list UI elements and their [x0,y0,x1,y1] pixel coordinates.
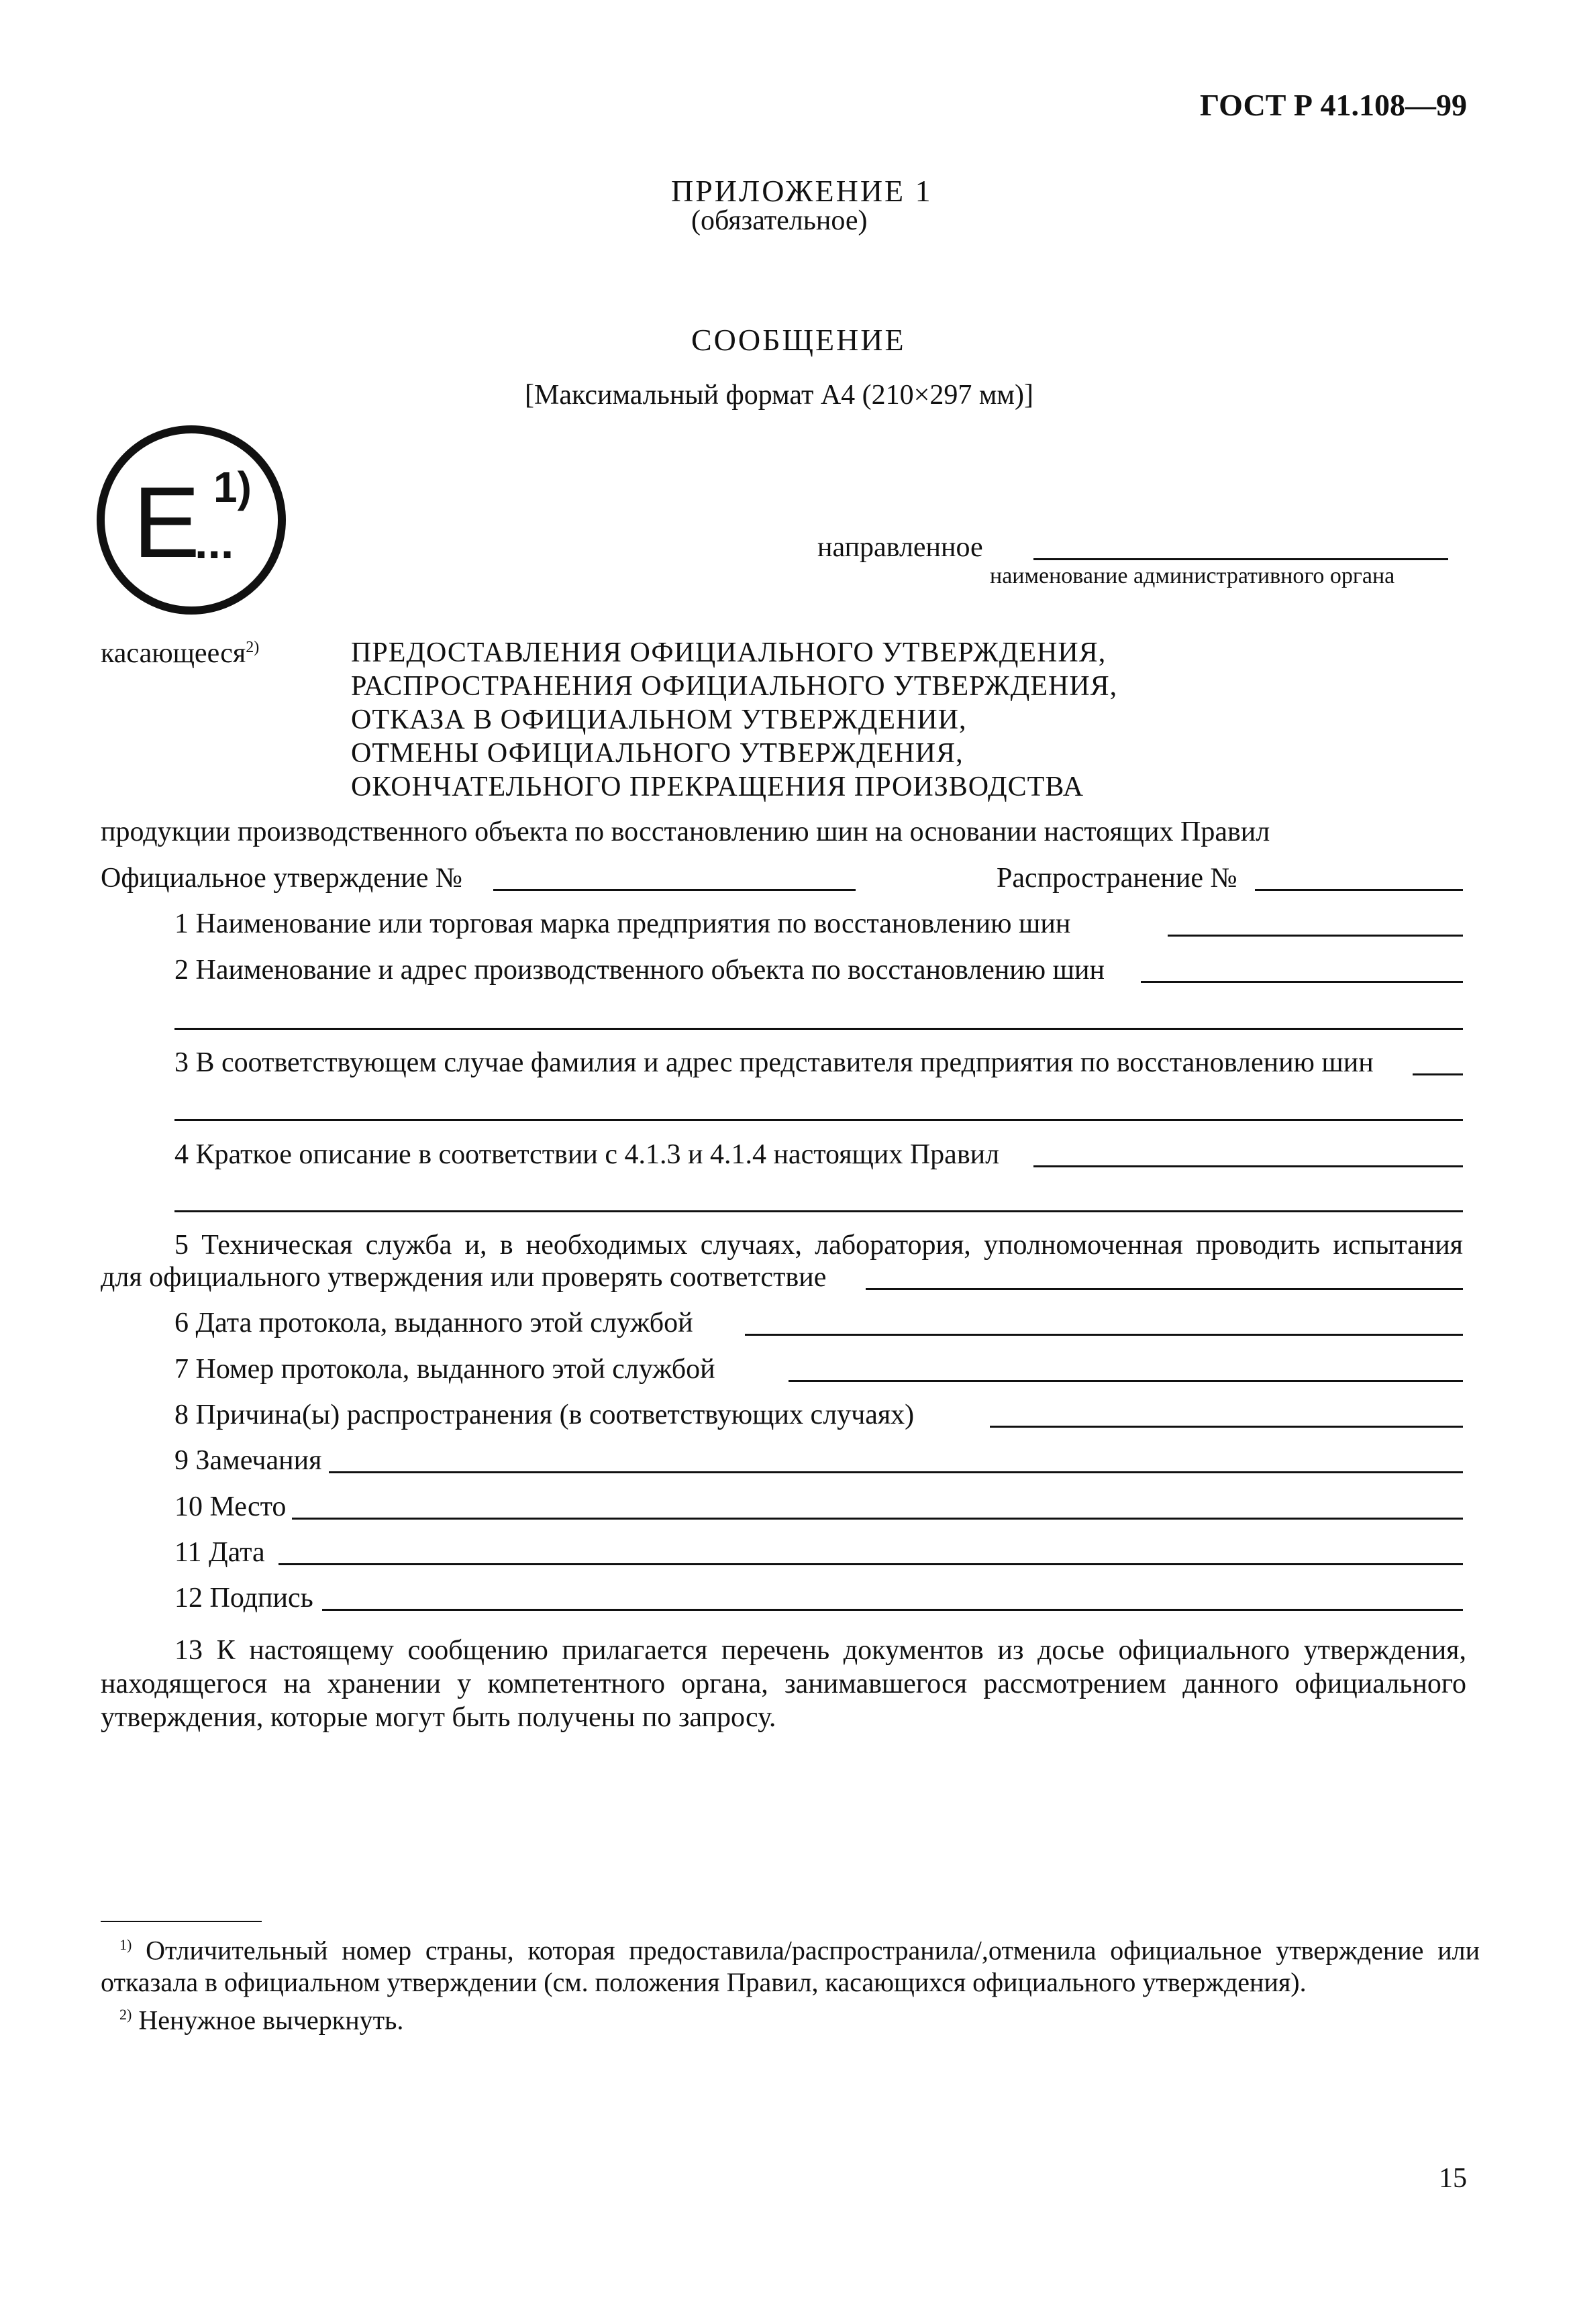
item-8-field[interactable] [990,1426,1463,1428]
concerning-footnote-ref: 2) [246,639,260,656]
item-12-field[interactable] [322,1609,1463,1611]
item-7-field[interactable] [789,1380,1463,1382]
item-13-text: 13 К настоящему сообщению прилагается перечень документов из досье официального утверждения, находящегося на хранении у компетентного органа, занимавшегося рассмотрением данного официального утверждения, которые могут быть получены по запросу. [101,1635,1466,1733]
item-2-label: 2 Наименование и адрес производственного объекта по восстановлению шин [174,955,1105,986]
subject-text: продукции производственного объекта по восстановлению шин на основании настоящих Правил [101,816,1270,847]
item-6-field[interactable] [745,1334,1463,1336]
item-9-label: 9 Замечания [174,1445,322,1476]
e-mark-circle-icon [94,423,289,617]
footnote-2-text: Ненужное вычеркнуть. [138,2005,404,2036]
footnote-1-text: Отличительный номер страны, которая предоставила/распространила/,отменила официальное утверждение или отказала в официальном утверждении (см. положения Правил, касающихся официального утверждения). [101,1935,1480,1998]
message-format: [Максимальный формат А4 (210×297 мм)] [525,380,1033,411]
item-13-paragraph [101,1634,1466,1734]
option-extension: РАСПРОСТРАНЕНИЯ ОФИЦИАЛЬНОГО УТВЕРЖДЕНИЯ, [351,671,1118,702]
item-11-field[interactable] [278,1563,1463,1565]
e-mark-footnote-ref: 1) [213,463,252,511]
sent-by-label: направленное [817,532,983,563]
message-title: СООБЩЕНИЕ [691,323,906,357]
item-2-field-continued[interactable] [174,1028,1463,1030]
item-10-label: 10 Место [174,1491,287,1522]
item-5-label-line2: для официального утверждения или проверять соответствие [101,1262,827,1293]
item-9-field[interactable] [329,1471,1463,1473]
sent-by-caption: наименование административного органа [990,564,1395,588]
concerning-label [101,637,259,670]
item-3-field[interactable] [1413,1073,1463,1075]
option-discontinued: ОКОНЧАТЕЛЬНОГО ПРЕКРАЩЕНИЯ ПРОИЗВОДСТВА [351,772,1084,802]
item-11-label: 11 Дата [174,1537,265,1568]
item-2-field[interactable] [1141,981,1463,983]
item-8-label: 8 Причина(ы) распространения (в соответствующих случаях) [174,1399,915,1430]
extension-number-label: Распространение № [997,863,1237,894]
footnote-1 [101,1929,1480,1999]
option-refusal: ОТКАЗА В ОФИЦИАЛЬНОМ УТВЕРЖДЕНИИ, [351,704,967,735]
footnote-2-ref: 2) [119,2006,132,2023]
item-6-label: 6 Дата протокола, выданного этой службой [174,1308,693,1338]
item-5-field[interactable] [866,1288,1463,1290]
footnote-1-ref: 1) [119,1936,132,1953]
option-withdrawal: ОТМЕНЫ ОФИЦИАЛЬНОГО УТВЕРЖДЕНИЯ, [351,738,964,769]
standard-number: ГОСТ Р 41.108—99 [1200,88,1467,122]
sent-by-field[interactable] [1033,558,1448,560]
extension-number-field[interactable] [1255,889,1463,891]
annex-subtitle: (обязательное) [691,205,868,236]
footnote-separator [101,1921,262,1922]
e-mark-dots: ... [195,516,234,568]
approval-number-field[interactable] [493,889,856,891]
item-1-field[interactable] [1168,935,1463,937]
item-1-label: 1 Наименование или торговая марка предприятия по восстановлению шин [174,908,1071,939]
approval-number-label: Официальное утверждение № [101,863,463,894]
item-3-label: 3 В соответствующем случае фамилия и адрес представителя предприятия по восстановлению шин [174,1047,1374,1078]
page-number: 15 [1439,2163,1467,2194]
e-mark-letter: E [133,466,201,578]
item-4-field[interactable] [1033,1165,1463,1167]
item-12-label: 12 Подпись [174,1583,313,1614]
item-4-label: 4 Краткое описание в соответствии с 4.1.3 и 4.1.4 настоящих Правил [174,1139,1000,1170]
item-4-field-continued[interactable] [174,1210,1463,1212]
item-5-label-line1 [174,1229,1463,1261]
item-5-label-text: 5 Техническая служба и, в необходимых случаях, лаборатория, уполномоченная проводить испытания [174,1230,1463,1261]
annex-title: ПРИЛОЖЕНИЕ 1 [671,174,933,208]
item-3-field-continued[interactable] [174,1119,1463,1121]
footnotes [101,1929,1480,2037]
footnote-2 [101,1999,1480,2036]
concerning-options [351,636,1117,804]
option-grant: ПРЕДОСТАВЛЕНИЯ ОФИЦИАЛЬНОГО УТВЕРЖДЕНИЯ, [351,637,1107,668]
item-7-label: 7 Номер протокола, выданного этой службой [174,1354,715,1385]
concerning-label-text: касающееся [101,638,246,669]
item-10-field[interactable] [292,1518,1463,1520]
